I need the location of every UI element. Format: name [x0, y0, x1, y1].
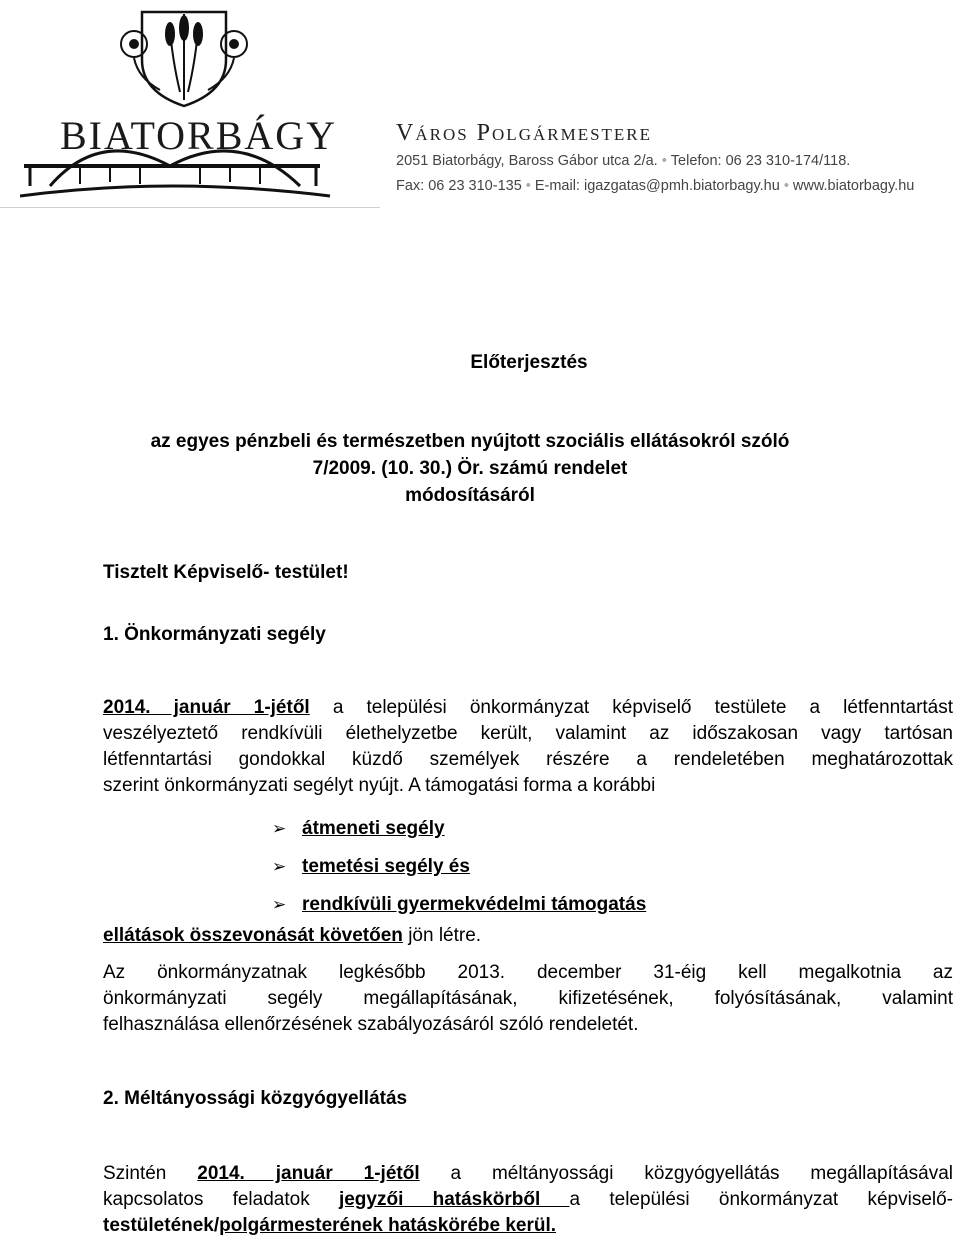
arrow-bullet-icon: ➢: [272, 895, 287, 914]
phone: Telefon: 06 23 310-174/118.: [670, 153, 851, 169]
separator-dot: •: [783, 178, 789, 194]
paragraph-1-line-1: a települési önkormányzat képviselő testülete a létfenntartást: [332, 697, 954, 718]
merge-emphasis: ellátások összevonását követően: [103, 925, 403, 946]
separator-dot: •: [525, 178, 531, 194]
list-item: [272, 810, 872, 848]
office-title: Város Polgármestere: [396, 120, 653, 146]
email[interactable]: E-mail: igazgatas@pmh.biatorbagy.hu: [534, 178, 780, 194]
merge-rest: jön létre.: [402, 925, 482, 946]
section-2-heading: 2. Méltányossági közgyógyellátás: [103, 1088, 408, 1109]
effective-date: 2014. január 1-jétől: [103, 697, 310, 718]
contact-line-1: [396, 153, 850, 169]
paragraph-3-text: a méltányossági közgyógyellátás megállapításával: [419, 1163, 954, 1184]
list-item: [272, 848, 872, 886]
city-coat-of-arms-logo: [20, 8, 340, 208]
paragraph-1-line-3: létfenntartási gondokkal küzdő személyek részére a rendeletében meghatározottak: [103, 749, 953, 770]
effective-date: 2014. január 1-jétől: [197, 1163, 420, 1184]
separator-dot: •: [661, 153, 667, 169]
header-divider: [0, 207, 380, 208]
letterhead: [0, 0, 960, 210]
paragraph-3-text: kapcsolatos feladatok: [103, 1189, 339, 1210]
merge-sentence: [103, 923, 953, 949]
contact-line-2: [396, 178, 914, 194]
paragraph-2-line-1: Az önkormányzatnak legkésőbb 2013. december 31-éig kell megalkotnia az: [103, 962, 953, 983]
subtitle-line-2: 7/2009. (10. 30.) Ör. számú rendelet: [312, 458, 628, 479]
list-item-label: temetési segély és: [302, 856, 470, 877]
notary-authority-emphasis: jegyzői hatáskörből: [338, 1189, 570, 1210]
paragraph-1-line-4: szerint önkormányzati segélyt nyújt. A támogatási forma a korábbi: [103, 775, 656, 796]
paragraph-2: [103, 960, 953, 1038]
logo-wordmark: BIATORBÁGY: [60, 113, 338, 158]
paragraph-3-text: testületének/: [103, 1215, 220, 1236]
benefit-list: [272, 810, 872, 924]
list-item-label: rendkívüli gyermekvédelmi támogatás: [302, 894, 647, 915]
fax: Fax: 06 23 310-135: [396, 178, 522, 194]
subtitle-line-1: az egyes pénzbeli és természetben nyújtott szociális ellátásokról szóló: [150, 431, 790, 452]
paragraph-1: [103, 695, 953, 799]
coat-of-arms-icon: [20, 8, 340, 208]
list-item: [272, 886, 872, 924]
mayor-authority-emphasis: polgármesterének hatáskörébe kerül.: [219, 1215, 557, 1236]
arrow-bullet-icon: ➢: [272, 857, 287, 876]
paragraph-3: [103, 1161, 953, 1239]
website[interactable]: www.biatorbagy.hu: [792, 178, 915, 194]
section-1-heading: 1. Önkormányzati segély: [103, 624, 326, 645]
paragraph-3-text: Szintén: [103, 1163, 198, 1184]
address: 2051 Biatorbágy, Baross Gábor utca 2/a.: [396, 153, 658, 169]
paragraph-1-line-2: veszélyeztető rendkívüli élethelyzetbe került, valamint az időszakosan vagy tartósan: [103, 723, 953, 744]
paragraph-2-line-2: önkormányzati segély megállapításának, kifizetésének, folyósításának, valamint: [103, 988, 953, 1009]
document-title: Előterjesztés: [470, 352, 588, 373]
paragraph-3-text: a települési önkormányzat képviselő-: [569, 1189, 953, 1210]
arrow-bullet-icon: ➢: [272, 819, 287, 838]
list-item-label: átmeneti segély: [302, 818, 445, 839]
subtitle-line-3: módosításáról: [405, 485, 535, 506]
paragraph-2-line-3: felhasználása ellenőrzésének szabályozásáról szóló rendeletét.: [103, 1014, 639, 1035]
document-subtitle: [120, 428, 820, 509]
salutation: Tisztelt Képviselő- testület!: [103, 562, 349, 583]
